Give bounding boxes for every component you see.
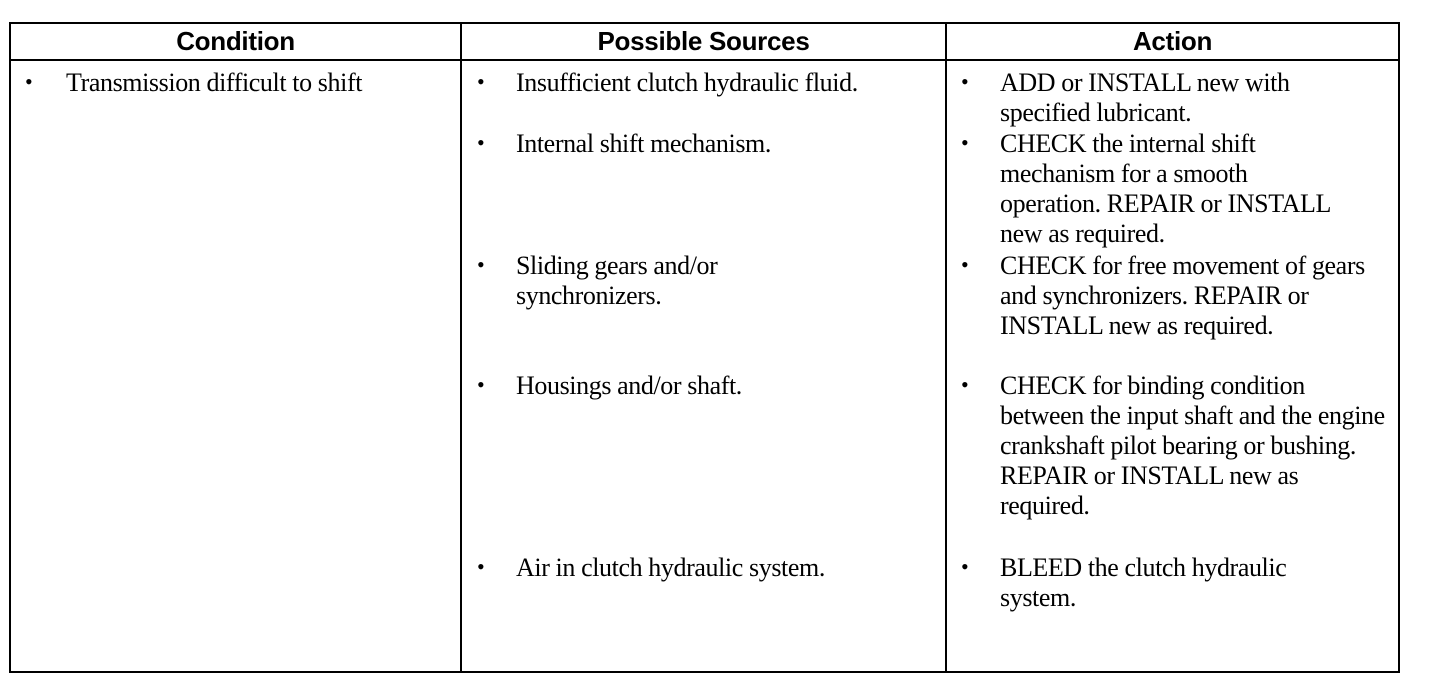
action-item: ADD or INSTALL new with specified lubricant. [1000, 68, 1290, 127]
action-item: CHECK for free movement of gears and synchronizers. REPAIR or INSTALL new as required. [1000, 251, 1365, 340]
source-item: Sliding gears and/or synchronizers. [516, 251, 718, 310]
column-divider [460, 24, 462, 671]
bullet-icon: • [477, 252, 485, 277]
action-item: CHECK for binding condition between the input shaft and the engine crankshaft pilot bearing or bushing. REPAIR or INSTALL new as required. [1000, 371, 1385, 520]
source-item: Housings and/or shaft. [516, 371, 742, 400]
source-item: Insufficient clutch hydraulic fluid. [516, 68, 858, 97]
condition-text: Transmission difficult to shift [66, 68, 363, 97]
header-condition: Condition [176, 26, 295, 56]
action-item: BLEED the clutch hydraulic system. [1000, 553, 1287, 612]
bullet-icon: • [961, 69, 969, 94]
column-divider [945, 24, 947, 671]
bullet-icon: • [25, 69, 33, 94]
troubleshooting-table [9, 22, 1400, 673]
bullet-icon: • [961, 130, 969, 155]
bullet-icon: • [961, 372, 969, 397]
bullet-icon: • [477, 372, 485, 397]
source-item: Internal shift mechanism. [516, 129, 771, 158]
bullet-icon: • [961, 554, 969, 579]
bullet-icon: • [477, 554, 485, 579]
bullet-icon: • [961, 252, 969, 277]
source-item: Air in clutch hydraulic system. [516, 553, 825, 582]
header-action: Action [1132, 26, 1213, 56]
action-item: CHECK the internal shift mechanism for a smooth operation. REPAIR or INSTALL new as required. [1000, 129, 1330, 248]
header-divider [11, 59, 1398, 61]
bullet-icon: • [477, 69, 485, 94]
bullet-icon: • [477, 130, 485, 155]
header-possible-sources: Possible Sources [597, 26, 810, 56]
